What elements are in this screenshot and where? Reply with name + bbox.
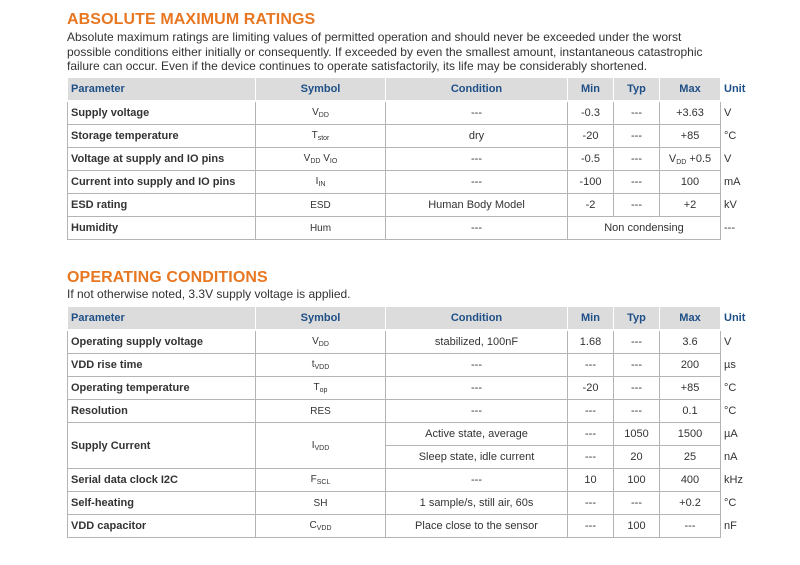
table-row: Sleep state, idle current --- 20 25 nA: [68, 446, 721, 469]
symbol-cell: ESD: [256, 194, 386, 217]
symbol-cell: $T_{stor}$: [256, 125, 386, 148]
header-parameter: Parameter: [68, 307, 256, 331]
min-cell: -100: [568, 171, 614, 194]
min-cell: ---: [568, 423, 614, 446]
table-row: Self-heating SH 1 sample/s, still air, 60s --- --- +0.2 °C: [68, 492, 721, 515]
table-row: ESD rating ESD Human Body Model -2 --- +2 kV: [68, 194, 721, 217]
param-cell: Operating temperature: [68, 377, 256, 400]
typ-cell: ---: [614, 101, 660, 125]
typ-cell: ---: [614, 330, 660, 354]
condition-cell: ---: [386, 469, 568, 492]
table-row: VDD rise time $t_{VDD}$ --- --- --- 200 µs: [68, 354, 721, 377]
min-cell: ---: [568, 400, 614, 423]
operating-conditions-intro: If not otherwise noted, 3.3V supply voltage is applied.: [67, 287, 351, 301]
typ-cell: 100: [614, 469, 660, 492]
header-condition: Condition: [386, 307, 568, 331]
symbol-cell: $I_{VDD}$: [256, 423, 386, 469]
param-cell: Resolution: [68, 400, 256, 423]
param-cell: VDD rise time: [68, 354, 256, 377]
min-cell: ---: [568, 492, 614, 515]
abs-max-title: ABSOLUTE MAXIMUM RATINGS: [67, 11, 316, 28]
table-row: VDD capacitor $C_{VDD}$ Place close to the sensor --- 100 --- nF: [68, 515, 721, 538]
max-cell: 400: [660, 469, 721, 492]
max-cell: 1500: [660, 423, 721, 446]
param-cell: Current into supply and IO pins: [68, 171, 256, 194]
condition-cell: Active state, average: [386, 423, 568, 446]
abs-max-intro: Absolute maximum ratings are limiting values of permitted operation and should never be exceeded under the worst possible conditions either initially or consequently. If exceeded by even the smallest amount, instantaneous catastrophic failure can occur. Even if the device continues to operate satisfactorily, its life may be considerably shortened.: [67, 30, 703, 73]
typ-cell: ---: [614, 492, 660, 515]
condition-cell: dry: [386, 125, 568, 148]
symbol-cell: $V_{DD}$: [256, 101, 386, 125]
table-row: Humidity Hum --- Non condensing ---: [68, 217, 721, 240]
max-cell: +85: [660, 377, 721, 400]
operating-conditions-table: [67, 306, 746, 538]
min-cell: ---: [568, 446, 614, 469]
typ-cell: ---: [614, 171, 660, 194]
min-cell: -0.3: [568, 101, 614, 125]
condition-cell: ---: [386, 377, 568, 400]
condition-cell: ---: [386, 171, 568, 194]
min-cell: -20: [568, 377, 614, 400]
condition-cell: ---: [386, 217, 568, 240]
typ-cell: 100: [614, 515, 660, 538]
table-row: Operating temperature $T_{op}$ --- -20 --- +85 °C: [68, 377, 721, 400]
typ-cell: ---: [614, 377, 660, 400]
max-cell: +2: [660, 194, 721, 217]
max-cell: 100: [660, 171, 721, 194]
table-row: Serial data clock I2C $F_{SCL}$ --- 10 100 400 kHz: [68, 469, 721, 492]
typ-cell: 1050: [614, 423, 660, 446]
condition-cell: Place close to the sensor: [386, 515, 568, 538]
condition-cell: ---: [386, 354, 568, 377]
condition-cell: ---: [386, 101, 568, 125]
typ-cell: 20: [614, 446, 660, 469]
typ-cell: ---: [614, 400, 660, 423]
typ-cell: ---: [614, 125, 660, 148]
table-row: Voltage at supply and IO pins $V_{DD}$ $V_{IO}$ --- -0.5 --- $V_{DD} +0.5$ V: [68, 148, 721, 171]
param-cell: Self-heating: [68, 492, 256, 515]
param-cell: Supply voltage: [68, 101, 256, 125]
header-max: Max: [660, 78, 721, 102]
max-cell: 0.1: [660, 400, 721, 423]
symbol-cell: $V_{DD}$: [256, 330, 386, 354]
operating-conditions-title: OPERATING CONDITIONS: [67, 269, 268, 286]
condition-cell: stabilized, 100nF: [386, 330, 568, 354]
header-max: Max: [660, 307, 721, 331]
typ-cell: ---: [614, 354, 660, 377]
min-cell: ---: [568, 354, 614, 377]
min-cell: -0.5: [568, 148, 614, 171]
table-row: Storage temperature $T_{stor}$ dry -20 --- +85 °C: [68, 125, 721, 148]
header-typ: Typ: [614, 78, 660, 102]
symbol-cell: $F_{SCL}$: [256, 469, 386, 492]
condition-cell: Sleep state, idle current: [386, 446, 568, 469]
typ-cell: ---: [614, 194, 660, 217]
symbol-cell: RES: [256, 400, 386, 423]
max-cell: 25: [660, 446, 721, 469]
table-row: Supply Current $I_{VDD}$ Active state, average --- 1050 1500 µA: [68, 423, 721, 446]
table-row: Current into supply and IO pins $I_{IN}$ --- -100 --- 100 mA: [68, 171, 721, 194]
min-cell: -2: [568, 194, 614, 217]
param-cell: Serial data clock I2C: [68, 469, 256, 492]
symbol-cell: $t_{VDD}$: [256, 354, 386, 377]
header-min: Min: [568, 307, 614, 331]
max-cell: +3.63: [660, 101, 721, 125]
table-header-row: Parameter Symbol Condition Min Typ Max Unit: [68, 78, 721, 102]
condition-cell: 1 sample/s, still air, 60s: [386, 492, 568, 515]
max-cell: $V_{DD} +0.5$: [660, 148, 721, 171]
param-cell: ESD rating: [68, 194, 256, 217]
table-header-row: Parameter Symbol Condition Min Typ Max Unit: [68, 307, 721, 331]
header-condition: Condition: [386, 78, 568, 102]
merged-value-cell: Non condensing: [568, 217, 721, 240]
param-cell: Humidity: [68, 217, 256, 240]
max-cell: ---: [660, 515, 721, 538]
header-parameter: Parameter: [68, 78, 256, 102]
condition-cell: ---: [386, 148, 568, 171]
param-cell: Storage temperature: [68, 125, 256, 148]
param-cell: Operating supply voltage: [68, 330, 256, 354]
table-row: Supply voltage $V_{DD}$ --- -0.3 --- +3.63 V: [68, 101, 721, 125]
min-cell: 1.68: [568, 330, 614, 354]
max-cell: 200: [660, 354, 721, 377]
min-cell: -20: [568, 125, 614, 148]
symbol-cell: $V_{DD}$ $V_{IO}$: [256, 148, 386, 171]
table-row: Resolution RES --- --- --- 0.1 °C: [68, 400, 721, 423]
max-cell: 3.6: [660, 330, 721, 354]
header-min: Min: [568, 78, 614, 102]
max-cell: +0.2: [660, 492, 721, 515]
symbol-cell: Hum: [256, 217, 386, 240]
condition-cell: Human Body Model: [386, 194, 568, 217]
param-cell: Voltage at supply and IO pins: [68, 148, 256, 171]
header-symbol: Symbol: [256, 78, 386, 102]
abs-max-table: [67, 77, 746, 240]
header-typ: Typ: [614, 307, 660, 331]
typ-cell: ---: [614, 148, 660, 171]
symbol-cell: $C_{VDD}$: [256, 515, 386, 538]
min-cell: 10: [568, 469, 614, 492]
condition-cell: ---: [386, 400, 568, 423]
param-cell: VDD capacitor: [68, 515, 256, 538]
symbol-cell: SH: [256, 492, 386, 515]
symbol-cell: $T_{op}$: [256, 377, 386, 400]
table-row: Operating supply voltage $V_{DD}$ stabilized, 100nF 1.68 --- 3.6 V: [68, 330, 721, 354]
symbol-cell: $I_{IN}$: [256, 171, 386, 194]
min-cell: ---: [568, 515, 614, 538]
header-symbol: Symbol: [256, 307, 386, 331]
param-cell: Supply Current: [68, 423, 256, 469]
max-cell: +85: [660, 125, 721, 148]
